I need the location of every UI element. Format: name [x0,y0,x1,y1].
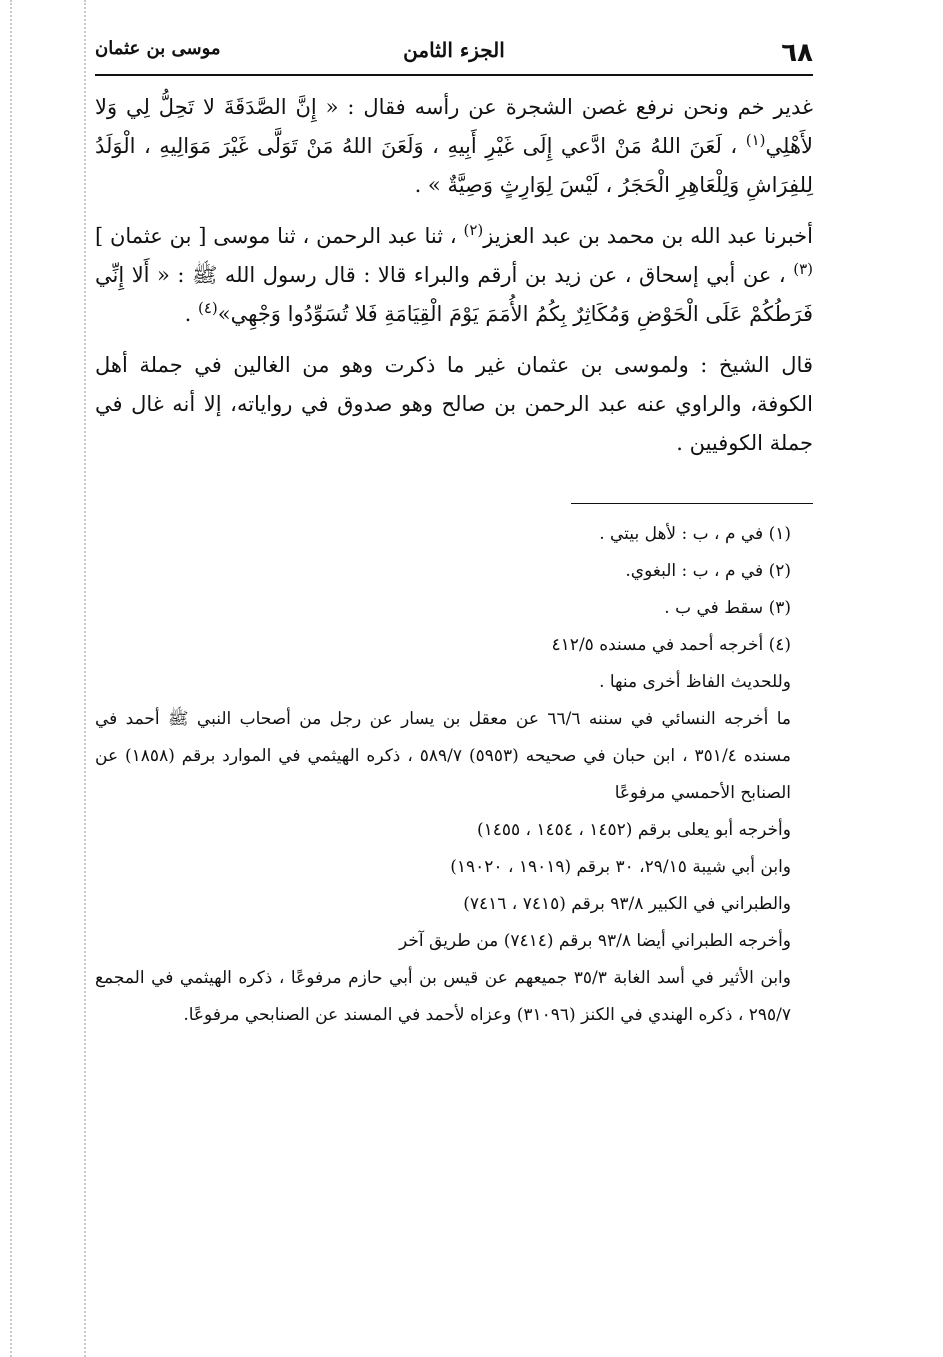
footnote-3: (٣) سقط في ب . [664,598,791,618]
footnotes [95,516,813,1034]
footnote-4: (٤) أخرجه أحمد في مسنده ٤١٢/٥ [551,635,791,655]
volume-title: الجزء الثامن [403,38,505,62]
running-title: موسى بن عثمان [95,38,221,59]
text-segment: ، عن أبي إسحاق ، عن زيد بن أرقم والبراء قالا : قال رسول الله ﷺ : « أَلا إِنِّي فَرَطُكُمْ عَلَى الْحَوْضِ وَمُكَاثِرٌ بِكُمُ الأُمَمَ يَوْمَ الْقِيَامَةِ فَلا تُسَوِّدُوا وَجْهِي» [95,263,813,326]
footnote-ref: (١) [745,131,766,149]
footnote-line: وابن أبي شيبة ٢٩/١٥، ٣٠ برقم (١٩٠١٩ ، ١٩٠٢٠) [450,857,791,877]
book-page [95,38,813,1034]
footnote-line: وأخرجه أبو يعلى برقم (١٤٥٢ ، ١٤٥٤ ، ١٤٥٥) [476,820,791,840]
footnote-line: والطبراني في الكبير ٩٣/٨ برقم (٧٤١٥ ، ٧٤١٦) [463,894,791,914]
text-segment: غدير خم ونحن نرفع غصن الشجرة عن رأسه فقال : « إِنَّ الصَّدَقَةَ لا تَحِلُّ لِي وَلا لأَهْلِي [95,95,813,158]
footnote-ref: (٣) [793,260,813,278]
main-text [95,88,813,463]
text-segment: ، لَعَنَ اللهُ مَنْ ادَّعي إِلَى غَيْرِ أَبِيهِ ، وَلَعَنَ اللهُ مَنْ تَوَلَّى غَيْرَ مَوَالِيهِ ، الْوَلَدُ لِلفِرَاشِ وَلِلْعَاهِرِ الْحَجَرُ ، لَيْسَ لِوَارِثٍ وَصِيَّةٌ » . [95,134,813,197]
paragraph-2 [95,217,813,334]
footnote-rule [571,503,813,504]
footnote-paragraph: ما أخرجه النسائي في سننه ٦٦/٦ عن معقل بن يسار عن رجل من أصحاب النبي ﷺ أحمد في مسنده ٣٥١/٤ ، ابن حبان في صحيحه (٥٩٥٣) ٥٨٩/٧ ، ذكره الهيثمي في الموارد برقم (١٨٥٨) عن الصنابح الأحمسي مرفوعًا [95,709,792,803]
footnote-2: (٢) في م ، ب : البغوي. [625,561,791,581]
footnote-paragraph: وابن الأثير في أسد الغابة ٣٥/٣ جميعهم عن قيس بن أبي حازم مرفوعًا ، ذكره الهيثمي في المجمع ٢٩٥/٧ ، ذكره الهندي في الكنز (٣١٠٩٦) وعزاه لأحمد في المسند عن الصنابحي مرفوعًا. [95,968,791,1025]
paragraph-1 [95,88,813,205]
footnote-line: وأخرجه الطبراني أيضا ٩٣/٨ برقم (٧٤١٤) من طريق آخر [399,931,791,951]
scan-edge-line [84,0,86,1357]
page-number: ٦٨ [781,38,813,68]
scan-edge-line [10,0,12,1357]
header-rule [95,74,813,76]
paragraph-3: قال الشيخ : ولموسى بن عثمان غير ما ذكرت وهو من الغالين في جملة أهل الكوفة، والراوي عنه عبد الرحمن بن صالح وهو صدوق في رواياته، إلا أنه غال في جملة الكوفيين . [95,353,813,455]
text-segment: ، ثنا عبد الرحمن ، ثنا موسى [ بن عثمان ] [95,224,457,248]
footnote-ref: (٤) [198,299,218,317]
footnote-line: وللحديث الفاظ أخرى منها . [599,672,791,692]
footnote-1: (١) في م ، ب : لأهل بيتي . [599,524,791,544]
text-segment: . [184,302,192,326]
page-header [95,38,813,72]
footnote-ref: (٢) [463,221,484,239]
text-segment: أخبرنا عبد الله بن محمد بن عبد العزيز [483,224,813,248]
